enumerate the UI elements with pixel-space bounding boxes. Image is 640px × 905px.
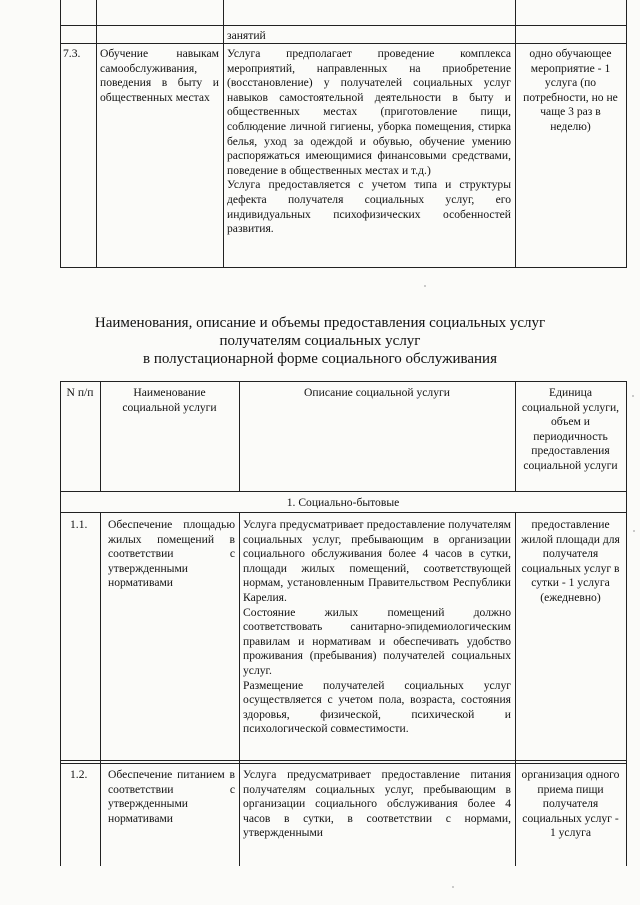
service-name: Обеспечение питанием в соответствии с утвержденными нормативами: [108, 768, 235, 825]
header-unit: Единица социальной услуги, объем и периодичность предоставления социальной услуги: [521, 386, 620, 472]
scan-speck: [452, 886, 454, 888]
description-paragraph: Услуга предполагает проведение комплекса мероприятий, направленных на приобретение (восстановление) у получателей социальных услуг навыков самостоятельной деятельности в быту и общественных местах (приготовление пищи, соблюдение личной гигиены, уборка помещения, стирка белья, уход за одеждой и обувью, обучение умению распоряжаться имеющимися финансовыми средствами, поведение в общественных местах и т.д.): [227, 47, 511, 177]
header-number: N п/п: [66, 386, 94, 399]
scan-speck: [632, 395, 634, 397]
service-description: [223, 45, 515, 239]
description-paragraph: Состояние жилых помещений должно соответствовать санитарно-эпидемиологическим правилам и нормативам и обеспечивать удобство проживания (пребывания) получателей социальных услуг.: [243, 605, 511, 677]
scan-speck: [424, 285, 426, 287]
section-title-line-2: получателям социальных услуг: [219, 333, 421, 349]
row-number: 7.3.: [63, 47, 81, 60]
service-description: [239, 516, 515, 739]
description-paragraph: Размещение получателей социальных услуг осуществляется с учетом пола, возраста, состояния здоровья, физической, психической и психологической совместимости.: [243, 678, 511, 736]
description-paragraph: Услуга предусматривает предоставление получателям социальных услуг, пребывающим в организации социального обслуживания более 4 часов в сутки, площади жилых помещений, соответствующей нормам, установленным Правительством Республики Карелия.: [243, 518, 511, 604]
scan-speck: [633, 530, 635, 532]
service-name: Обеспечение площадью жилых помещений в соответствии с утвержденными нормативами: [108, 518, 235, 590]
service-unit: организация одного приема пищи получателя социальных услуг - 1 услуга: [521, 768, 620, 840]
description-paragraph: Услуга предоставляется с учетом типа и структуры дефекта получателя социальных услуг, его индивидуальных психофизических особенностей развития.: [227, 178, 511, 236]
header-description: Описание социальной услуги: [304, 386, 450, 399]
section-title-line-1: Наименования, описание и объемы предоставления социальных услуг: [94, 315, 546, 331]
row-number: 1.1.: [70, 518, 88, 531]
section-title-line-3: в полустационарной форме социального обслуживания: [143, 351, 497, 367]
row-number: 1.2.: [70, 768, 88, 781]
header-name: Наименование социальной услуги: [122, 386, 217, 414]
service-unit: предоставление жилой площади для получателя социальных услуг в сутки - 1 услуга (ежедневно): [521, 518, 620, 604]
service-unit: одно обучающее мероприятие - 1 услуга (по потребности, но не чаще 3 раз в неделю): [523, 47, 618, 133]
service-name: Обучение навыкам самообслуживания, поведения в быту и общественных местах: [100, 47, 219, 104]
continued-cell-text: занятий: [227, 29, 266, 42]
section-heading: 1. Социально-бытовые: [286, 496, 400, 509]
description-paragraph: Услуга предусматривает предоставление питания получателям социальных услуг, пребывающим в организации социального обслуживания более 4 часов в сутки, в соответствии с нормами, утвержденными: [243, 768, 511, 840]
service-description: [239, 766, 515, 843]
